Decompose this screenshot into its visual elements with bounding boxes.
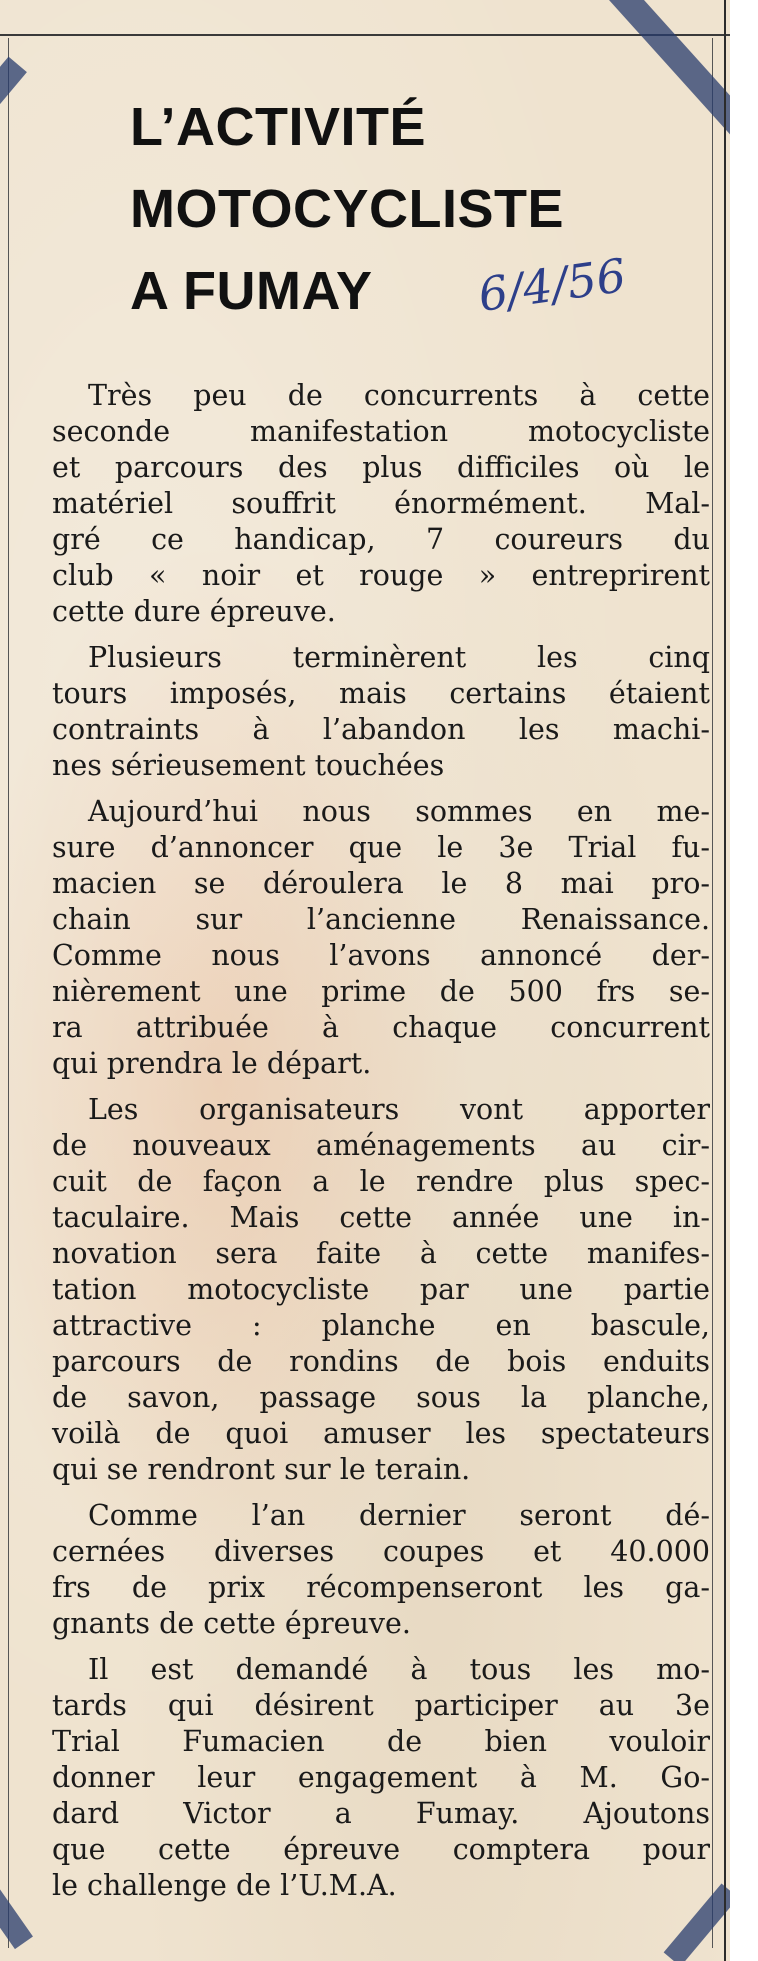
article-line: seconde manifestation motocycliste [52,415,710,448]
article-line: tards qui désirent participer au 3e [52,1689,710,1722]
article-body [52,378,710,1914]
article-line: Plusieurs terminèrent les cinq [88,641,710,674]
article-line: nièrement une prime de 500 frs se- [52,975,710,1008]
article-paragraph [52,1498,710,1642]
article-line: cuit de façon a le rendre plus spec- [52,1165,710,1198]
article-line: gnants de cette épreuve. [52,1607,411,1640]
tape-top-left [0,57,27,134]
article-line: ra attribuée à chaque concurrent [52,1011,710,1044]
right-column-rule [712,38,713,1948]
article-line: attractive : planche en bascule, [52,1309,710,1342]
article-line: sure d’annoncer que le 3e Trial fu- [52,831,710,864]
article-line: donner leur engagement à M. Go- [52,1761,710,1794]
article-line: cette dure épreuve. [52,595,336,628]
article-line: gré ce handicap, 7 coureurs du [52,523,710,556]
article-line: le challenge de l’U.M.A. [52,1869,397,1902]
article-line: dard Victor a Fumay. Ajoutons [52,1797,710,1830]
article-line: frs de prix récompenseront les ga- [52,1571,710,1604]
article-line: Trial Fumacien de bien vouloir [52,1725,710,1758]
article-paragraph [52,1652,710,1904]
article-line: matériel souffrit énormément. Mal- [52,487,710,520]
left-column-rule [8,38,9,1948]
article-line: tation motocycliste par une partie [52,1273,710,1306]
article-line: tours imposés, mais certains étaient [52,677,710,710]
article-line: chain sur l’ancienne Renaissance. [52,903,710,936]
article-line: cernées diverses coupes et 40.000 [52,1535,710,1568]
article-paragraph [52,794,710,1082]
article-line: club « noir et rouge » entreprirent [52,559,710,592]
article-line: Aujourd’hui nous sommes en me- [88,795,710,828]
article-line: Comme nous l’avons annoncé der- [52,939,710,972]
tape-bottom-left [0,1871,33,1949]
article-line: taculaire. Mais cette année une in- [52,1201,710,1234]
headline-line-3: A FUMAY [130,261,373,321]
article-line: Très peu de concurrents à cette [88,379,710,412]
handwritten-date: 6/4/56 [474,247,630,323]
headline-line-2: MOTOCYCLISTE [130,179,565,239]
headline-line-1: L’ACTIVITÉ [130,97,427,157]
article-line: de nouveaux aménagements au cir- [52,1129,710,1162]
article-line: macien se déroulera le 8 mai pro- [52,867,710,900]
article-line: nes sérieusement touchées [52,749,445,782]
page-margin [730,0,758,1961]
clipping-right-edge [724,0,726,1961]
article-line: Comme l’an dernier seront dé- [88,1499,710,1532]
article-line: Les organisateurs vont apporter [88,1093,710,1126]
article-line: Il est demandé à tous les mo- [88,1653,710,1686]
article-line: voilà de quoi amuser les spectateurs [52,1417,710,1450]
article-line: contraints à l’abandon les machi- [52,713,710,746]
article-line: de savon, passage sous la planche, [52,1381,710,1414]
article-line: parcours de rondins de bois enduits [52,1345,710,1378]
article-paragraph [52,1092,710,1488]
top-rule [0,34,730,36]
article-line: novation sera faite à cette manifes- [52,1237,710,1270]
article-paragraph [52,640,710,784]
article-paragraph [52,378,710,630]
article-line: que cette épreuve comptera pour [52,1833,710,1866]
article-line: qui se rendront sur le terain. [52,1453,471,1486]
tape-top-right [600,0,730,139]
article-line: qui prendra le départ. [52,1047,372,1080]
article-line: et parcours des plus difficiles où le [52,451,710,484]
